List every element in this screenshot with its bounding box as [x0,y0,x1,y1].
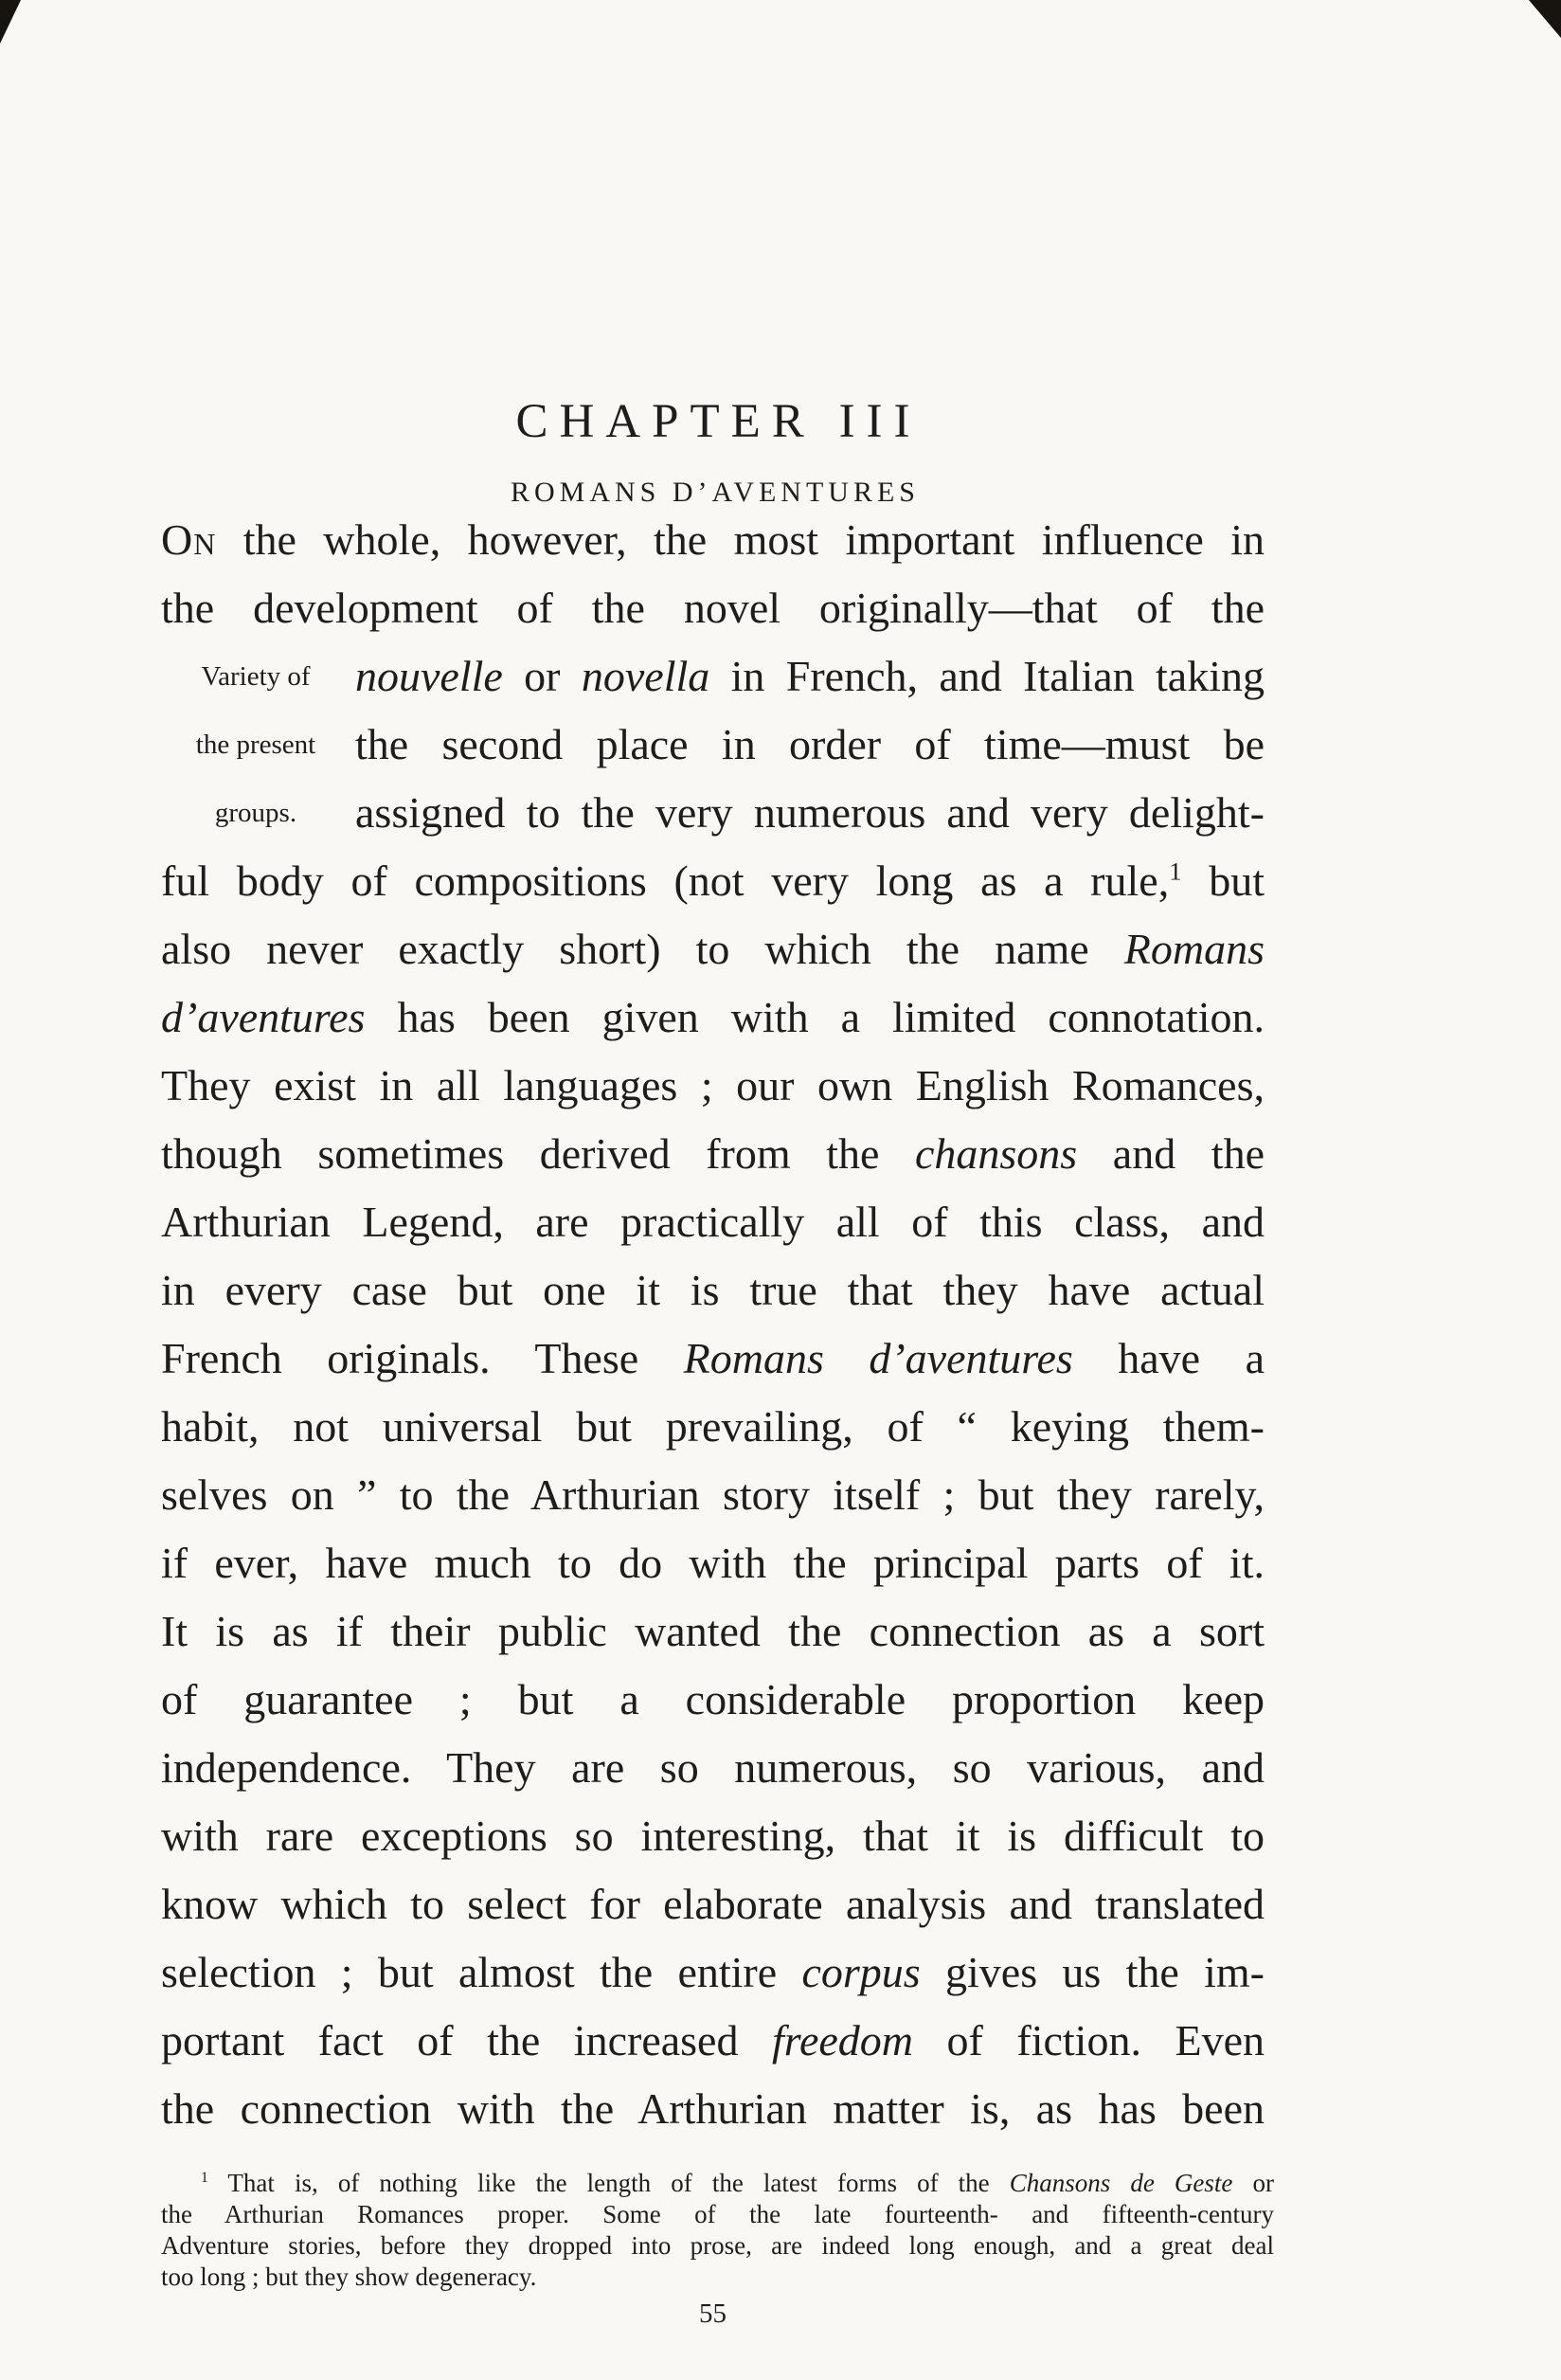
text-segment: in French, and Italian taking [709,652,1265,700]
text-segment: selection ; but almost the entire [161,1948,802,1996]
text-segment: also never exactly short) to which the name [161,925,1124,973]
text-line [161,2007,1265,2075]
text-segment: Adventure stories, before they dropped into prose, are indeed long enough, and a great deal [161,2231,1274,2260]
text-line [161,1597,1265,1666]
text-segment: gives us the im- [920,1948,1265,1996]
text-line [161,574,1265,642]
text-segment: the Arthurian Romances proper. Some of the late fourteenth- and fifteenth-century [161,2200,1274,2228]
scan-artifact-top-right [1529,0,1561,38]
text-line [161,1325,1265,1393]
text-segment: the present [195,730,316,760]
text-line [161,1052,1265,1120]
text-segment: and the [1077,1129,1265,1178]
text-segment: assigned to the very numerous and very delight- [355,788,1265,837]
text-line [161,1734,1265,1802]
text-segment: though sometimes derived from the [161,1129,915,1178]
text-segment: Romans d’aventures [683,1334,1073,1382]
text-segment: independence. They are so numerous, so various, and [161,1743,1265,1792]
text-segment: portant fact of the increased [161,2016,772,2064]
text-line [161,506,1265,574]
text-segment: if ever, have much to do with the principal parts of it. [161,1539,1265,1587]
text-segment: French originals. These [161,1334,684,1382]
text-segment: too long ; but they show degeneracy. [161,2263,537,2291]
text-line [161,983,1265,1052]
text-segment: the second place in order of time—must be [355,720,1265,768]
text-segment: freedom [772,2016,914,2064]
text-line [161,1188,1265,1256]
text-line [161,2262,1274,2293]
text-line [161,2199,1274,2230]
text-line [161,1802,1265,1870]
text-segment: or [1232,2169,1274,2197]
text-segment: Chansons de Geste [1009,2169,1233,2197]
text-segment: ful body of compositions (not very long as a rule, [161,856,1170,905]
text-line [161,779,350,847]
text-segment: the development of the novel originally—that of the [161,584,1265,632]
text-segment: They exist in all languages ; our own English Romances, [161,1061,1265,1109]
text-segment: but [1181,856,1265,905]
text-line [161,1529,1265,1597]
marginal-note [161,642,350,847]
text-segment: or [502,652,582,700]
text-line [161,1120,1265,1188]
text-line [161,711,350,779]
footnote-reference: 1 [1169,856,1182,886]
text-segment: has been given with a limited connotation. [365,993,1265,1041]
text-segment: corpus [801,1948,921,1996]
text-segment: know which to select for elaborate analysis and translated [161,1880,1265,1928]
text-segment: of guarantee ; but a considerable proportion keep [161,1675,1265,1723]
text-segment: d’aventures [161,993,366,1041]
text-line [161,915,1265,983]
text-segment: It is as if their public wanted the connection as a sort [161,1607,1265,1655]
text-line [161,1461,1265,1529]
footnote-reference: 1 [201,2170,208,2186]
chapter-title: CHAPTER III [515,395,922,448]
text-segment: That is, of nothing like the length of the latest forms of the [207,2169,1010,2197]
text-segment: the whole, however, the most important influence in [216,515,1265,564]
text-line [161,1393,1265,1461]
text-segment: in every case but one it is true that they have actual [161,1266,1265,1314]
text-segment: of fiction. Even [913,2016,1265,2064]
text-line [161,2230,1274,2262]
footnote [161,2168,1274,2293]
text-segment: Variety of [201,661,311,692]
text-segment: selves on ” to the Arthurian story itself ; but they rarely, [161,1470,1265,1519]
text-segment: novella [581,652,710,700]
chapter-subtitle: ROMANS D’AVENTURES [511,477,920,508]
text-line [161,2168,1274,2199]
text-line [161,642,350,711]
text-segment: with rare exceptions so interesting, that it is difficult to [161,1812,1265,1860]
text-segment: nouvelle [355,652,503,700]
text-segment: have a [1072,1334,1265,1382]
text-segment: groups. [214,798,297,828]
text-line [161,1870,1265,1938]
text-segment: Romans [1123,925,1265,973]
scan-artifact-top-left [0,0,21,44]
text-segment: Arthurian Legend, are practically all of this class, and [161,1198,1265,1246]
text-segment: chansons [914,1129,1078,1178]
text-segment: habit, not universal but prevailing, of “ keying them- [161,1402,1265,1451]
text-line [161,1256,1265,1325]
text-line [161,1938,1265,2007]
page-number: 55 [699,2299,727,2329]
text-segment: the connection with the Arthurian matter is, as has been [161,2084,1265,2133]
text-line [161,847,1265,915]
text-line [161,1666,1265,1734]
body-text [161,506,1265,2143]
text-segment: On [161,515,217,564]
text-line [161,2075,1265,2143]
